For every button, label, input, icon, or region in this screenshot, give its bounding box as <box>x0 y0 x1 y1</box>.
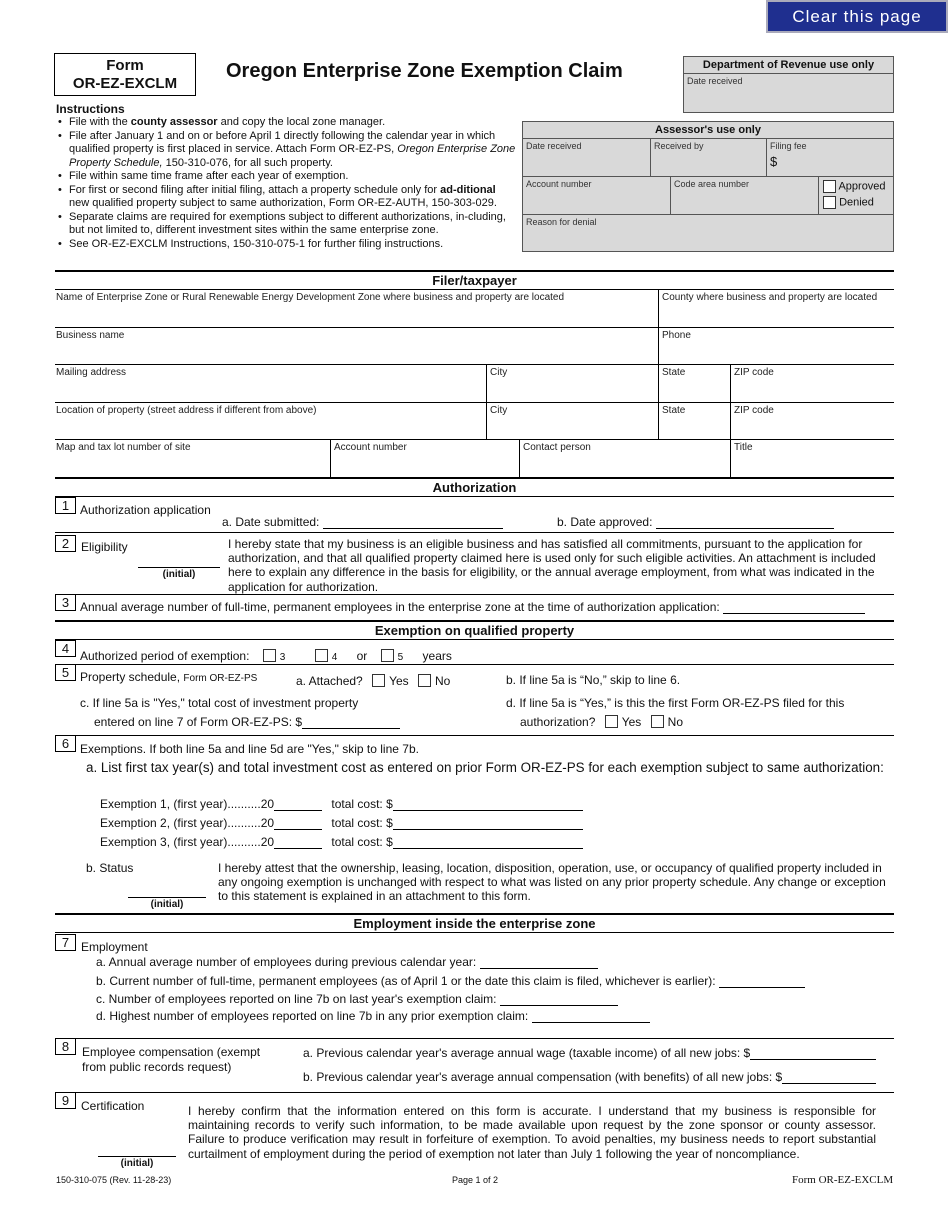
line-5b: b. If line 5a is “No,” skip to line 6. <box>506 673 681 687</box>
mailing-address-field[interactable] <box>55 365 486 403</box>
line-8-number: 8 <box>55 1038 76 1055</box>
state-label: State <box>662 405 686 416</box>
line-8-label-1: Employee compensation (exempt <box>82 1045 261 1059</box>
line-6-label: Exemptions. If both line 5a and line 5d are "Yes," skip to line 7b. <box>80 742 419 756</box>
first-ps-yes-checkbox[interactable] <box>605 715 618 728</box>
line-7a-input[interactable] <box>480 957 598 969</box>
attached-yes-checkbox[interactable] <box>372 674 385 687</box>
line-3-label: Annual average number of full-time, permanent employees in the enterprise zone at the time of authorization application: <box>80 600 724 614</box>
instruction-item: • Separate claims are required for exemptions subject to different authorizations, in-cluding, but not limited to, different investment sites within the same enterprise zone. <box>56 211 516 238</box>
page-number: Page 1 of 2 <box>452 1175 499 1185</box>
property-location-label: Location of property (street address if different from above) <box>56 405 317 416</box>
city-label: City <box>490 405 508 416</box>
exemption-2-label: Exemption 2, (first year)..........20 <box>100 816 275 830</box>
exemption-2-cost-input[interactable] <box>393 818 583 830</box>
instruction-item: • See OR-EZ-EXCLM Instructions, 150-310-075-1 for further filing instructions. <box>56 238 516 252</box>
first-ps-no-checkbox[interactable] <box>651 715 664 728</box>
period-4-label: 4 <box>331 652 338 663</box>
line-4-label: Authorized period of exemption: <box>80 649 250 663</box>
page-title: Oregon Enterprise Zone Exemption Claim <box>226 60 623 82</box>
eligibility-initial[interactable]: (initial) <box>138 567 220 580</box>
dor-use-box <box>683 56 894 113</box>
property-location-field[interactable] <box>55 403 486 440</box>
line-7d <box>96 1009 650 1023</box>
assessor-received-by-label: Received by <box>654 141 704 151</box>
no-label: No <box>667 715 683 729</box>
divider <box>55 1092 894 1093</box>
county-field[interactable] <box>658 290 894 328</box>
property-zip-field[interactable] <box>730 403 894 440</box>
line-7d-label: d. Highest number of employees reported on line 7b in any prior exemption claim: <box>96 1009 532 1023</box>
period-3-label: 3 <box>279 652 286 663</box>
assessor-code-area-label: Code area number <box>674 179 750 189</box>
exemption-2-year-input[interactable] <box>274 818 322 830</box>
mailing-state-field[interactable] <box>658 365 730 403</box>
business-name-field[interactable] <box>55 328 658 365</box>
certification-initial[interactable]: (initial) <box>98 1156 176 1169</box>
line-7b-input[interactable] <box>719 976 805 988</box>
line-5d-label: authorization? <box>520 715 596 729</box>
line-8a-label: a. Previous calendar year's average annual wage (taxable income) of all new jobs: $ <box>303 1046 751 1060</box>
date-approved-input[interactable] <box>656 517 834 529</box>
yes-label: Yes <box>621 715 642 729</box>
reason-for-denial-label: Reason for denial <box>526 217 597 227</box>
exemption-1-label: Exemption 1, (first year)..........20 <box>100 797 275 811</box>
date-submitted-input[interactable] <box>323 517 503 529</box>
approved-label: Approved <box>838 180 886 193</box>
footer-form-name: Form OR-EZ-EXCLM <box>792 1174 894 1186</box>
line-5-form: Form OR-EZ-PS <box>183 673 258 684</box>
divider <box>55 532 894 533</box>
divider <box>55 594 894 595</box>
status-initial[interactable]: (initial) <box>128 897 206 910</box>
or-label: or <box>356 649 368 663</box>
date-submitted-label: a. Date submitted: <box>222 515 323 529</box>
dollar-sign: $ <box>770 154 778 169</box>
assessor-header: Assessor's use only <box>523 122 893 139</box>
line-5c <box>94 715 400 729</box>
state-label: State <box>662 367 686 378</box>
mailing-zip-field[interactable] <box>730 365 894 403</box>
assessor-received-by-field[interactable] <box>651 139 767 177</box>
line-4 <box>80 649 452 665</box>
form-code: 150-310-075 (Rev. 11-28-23) <box>56 1175 172 1185</box>
line-2-label: Eligibility <box>81 540 128 554</box>
dor-header: Department of Revenue use only <box>684 57 893 74</box>
filer-section-header: Filer/taxpayer <box>55 270 894 290</box>
yes-label: Yes <box>389 674 409 688</box>
zone-name-field[interactable] <box>55 290 658 328</box>
exemption-3-label: Exemption 3, (first year)..........20 <box>100 835 275 849</box>
line-4-number: 4 <box>55 640 76 657</box>
status-statement: I hereby attest that the ownership, leasing, location, disposition, operation, use, or occupancy of qualified property included in any ongoing exemption is unchanged with respect to what was listed on any prior property schedule. Any change or exception to this statement is explained in an attachment to this form. <box>218 861 886 904</box>
line-7a <box>96 955 598 969</box>
line-1-label: Authorization application <box>80 503 211 517</box>
line-5-number: 5 <box>55 664 76 681</box>
exemption-1-cost-label: total cost: $ <box>331 797 393 811</box>
zip-label: ZIP code <box>734 367 774 378</box>
line-9-label: Certification <box>81 1099 145 1113</box>
approval-options <box>819 177 893 215</box>
assessor-account-number-label: Account number <box>526 179 592 189</box>
title-field[interactable] <box>730 440 894 477</box>
mailing-city-field[interactable] <box>486 365 658 403</box>
assessor-filing-fee-field[interactable] <box>767 139 893 177</box>
employment-section-header: Employment inside the enterprise zone <box>55 913 894 933</box>
zone-name-label: Name of Enterprise Zone or Rural Renewable Energy Development Zone where business and property are located <box>56 292 565 303</box>
clear-page-button[interactable]: Clear this page <box>766 0 948 33</box>
dor-date-received-field[interactable]: Date received <box>687 76 743 86</box>
date-submitted <box>222 515 503 529</box>
period-5-checkbox[interactable] <box>381 649 394 662</box>
line-5a <box>296 674 450 688</box>
property-state-field[interactable] <box>658 403 730 440</box>
instruction-item: • For first or second filing after initial filing, attach a property schedule only for ad-ditional new qualified property subject to same authorization, Form OR-EZ-AUTH, 150-303-029. <box>56 184 516 211</box>
exemption-1-row <box>100 797 583 811</box>
contact-person-field[interactable] <box>519 440 730 477</box>
line-5a-label: a. Attached? <box>296 674 363 688</box>
authorization-section-header: Authorization <box>55 477 894 497</box>
exemption-section-header: Exemption on qualified property <box>55 620 894 640</box>
line-5-label-text: Property schedule, <box>80 670 181 684</box>
line-8b-input[interactable] <box>782 1072 876 1084</box>
period-4-checkbox[interactable] <box>315 649 328 662</box>
instruction-item: • File within same time frame after each year of exemption. <box>56 170 516 184</box>
contact-person-label: Contact person <box>523 442 591 453</box>
line-5-label <box>80 670 257 686</box>
line-7b <box>96 974 805 988</box>
period-5-label: 5 <box>397 652 404 663</box>
line-7b-label: b. Current number of full-time, permanent employees (as of April 1 or the date this claim is filed, whichever is earlier): <box>96 974 719 988</box>
property-city-field[interactable] <box>486 403 658 440</box>
certification-statement: I hereby confirm that the information entered on this form is accurate. I understand that my business is responsible for maintaining records to verify such information, to be made available upon request by the zone sponsor or county assessor. Failure to produce verification may result in forfeiture of exemption. To avoid penalties, my business needs to report substantial curtailment of employment during the period of exemption not later than July 1 following the year of noncompliance. <box>188 1104 876 1161</box>
account-number-label: Account number <box>334 442 407 453</box>
exemption-3-cost-input[interactable] <box>393 837 583 849</box>
line-7c-label: c. Number of employees reported on line 7b on last year's exemption claim: <box>96 992 500 1006</box>
exemption-3-row <box>100 835 583 849</box>
line-7c-input[interactable] <box>500 994 618 1006</box>
line-5c-input[interactable] <box>302 717 400 729</box>
city-label: City <box>490 367 508 378</box>
reason-for-denial-field[interactable] <box>523 215 893 251</box>
assessor-account-number-field[interactable] <box>523 177 671 215</box>
business-name-label: Business name <box>56 330 125 341</box>
line-8-label-2: from public records request) <box>82 1060 232 1074</box>
line-7d-input[interactable] <box>532 1011 650 1023</box>
phone-field[interactable] <box>658 328 894 365</box>
eligibility-statement: I hereby state that my business is an eligible business and has satisfied all commitments, pursuant to the application for authorization, and that all qualified property claimed here is used only for such eligible activities. An attachment is included here to explain any difference in the basis for eligibility, or the annual average employment, from what was indicated in the application for authorization. <box>228 537 876 594</box>
assessor-use-box <box>522 121 894 252</box>
phone-label: Phone <box>662 330 691 341</box>
filer-account-number-field[interactable] <box>330 440 519 477</box>
period-3-checkbox[interactable] <box>263 649 276 662</box>
form-id-line1: Form <box>106 57 144 74</box>
line-8a <box>303 1046 876 1060</box>
instruction-item: • File after January 1 and on or before April 1 directly following the calendar year in which qualified property is first placed in service. Attach Form OR-EZ-PS, Oregon Enterprise Zone Property Schedule, 150-310-076, for all such property. <box>56 130 516 171</box>
zip-label: ZIP code <box>734 405 774 416</box>
divider <box>55 1038 894 1039</box>
line-8b-label: b. Previous calendar year's average annual compensation (with benefits) of all new jobs: $ <box>303 1070 783 1084</box>
exemption-1-cost-input[interactable] <box>393 799 583 811</box>
assessor-code-area-field[interactable] <box>671 177 819 215</box>
line-5c-label: entered on line 7 of Form OR-EZ-PS: $ <box>94 715 303 729</box>
line-5d-line1: d. If line 5a is “Yes,” is this the first Form OR-EZ-PS filed for this <box>506 696 845 710</box>
form-id-line2: OR-EZ-EXCLM <box>72 75 178 92</box>
line-2-number: 2 <box>55 535 76 552</box>
divider <box>55 735 894 736</box>
line-6a: a. List first tax year(s) and total investment cost as entered on prior Form OR-EZ-PS for each exemption subject to same authorization: <box>86 760 884 775</box>
date-approved-label: b. Date approved: <box>557 515 656 529</box>
mailing-address-label: Mailing address <box>56 367 127 378</box>
date-approved <box>557 515 834 529</box>
line-3-number: 3 <box>55 594 76 611</box>
divider <box>55 664 894 665</box>
denied-checkbox[interactable] <box>823 196 836 209</box>
line-7a-label: a. Annual average number of employees during previous calendar year: <box>96 955 480 969</box>
exemption-3-cost-label: total cost: $ <box>331 835 393 849</box>
denied-label: Denied <box>839 196 874 209</box>
line-8b <box>303 1070 876 1084</box>
form-id-box <box>54 53 196 96</box>
exemption-3-year-input[interactable] <box>274 837 322 849</box>
exemption-2-row <box>100 816 583 830</box>
approved-checkbox[interactable] <box>823 180 836 193</box>
assessor-date-received-label: Date received <box>526 141 582 151</box>
map-tax-lot-field[interactable] <box>55 440 330 477</box>
line-6b-label: b. Status <box>86 861 134 875</box>
county-label: County where business and property are located <box>662 292 878 303</box>
line-7c <box>96 992 618 1006</box>
line-5c-line1: c. If line 5a is "Yes," total cost of investment property <box>80 696 359 710</box>
years-label: years <box>422 649 452 663</box>
line-1-number: 1 <box>55 497 76 514</box>
instructions <box>56 102 516 251</box>
exemption-2-cost-label: total cost: $ <box>331 816 393 830</box>
assessor-date-received-field[interactable] <box>523 139 651 177</box>
line-9-number: 9 <box>55 1092 76 1109</box>
line-3-input[interactable] <box>723 602 865 614</box>
line-3 <box>80 600 894 614</box>
assessor-filing-fee-label: Filing fee <box>770 141 807 151</box>
line-8a-input[interactable] <box>750 1048 876 1060</box>
line-5d <box>520 715 683 729</box>
title-label: Title <box>734 442 753 453</box>
instruction-item: • File with the county assessor and copy the local zone manager. <box>56 116 516 130</box>
no-label: No <box>435 674 451 688</box>
attached-no-checkbox[interactable] <box>418 674 431 687</box>
line-7-number: 7 <box>55 934 76 951</box>
line-7-label: Employment <box>81 940 148 954</box>
line-6-number: 6 <box>55 735 76 752</box>
exemption-1-year-input[interactable] <box>274 799 322 811</box>
instructions-heading: Instructions <box>56 102 125 116</box>
map-tax-lot-label: Map and tax lot number of site <box>56 442 191 453</box>
